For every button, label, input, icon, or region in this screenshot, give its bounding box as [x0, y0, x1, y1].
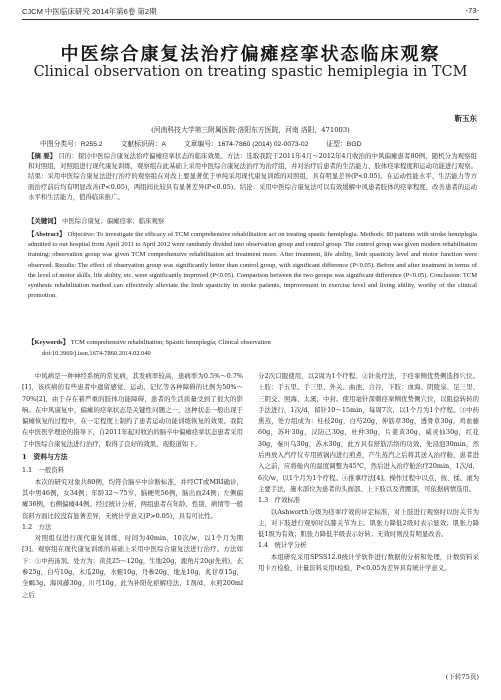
subsection-heading-method: 1.2 方法: [22, 522, 52, 531]
author: 靳玉东: [454, 114, 477, 123]
section-heading-materials-methods: 1 资料与方法: [22, 453, 68, 462]
subsection-heading-general: 1.1 一般资料: [22, 466, 65, 475]
article-number: 文章编号：1674-7860 (2014) 02-0073-02: [183, 141, 309, 148]
title-english: Clinical observation on treating spastic hemiplegia in TCM: [33, 64, 468, 80]
journal-info: CJCM 中医临床研究 2014年第6卷 第2期: [22, 7, 157, 16]
abstract-en-text: Objective: To investigate the efficacy of TCM comprehensive rehabilitation act on treating spastic hemiplegia. Methods: 80 patients with stroke hemiplegia admitted to our hospital from April 2011 to April 2012 were randomly divided into observation group and control group. The control group was given modern rehabilitation training; observation group was given TCM comprehensive rehabilitation act treatment more. After treatment, life ability, limb spasticity level and motor function were observed. Results: The effect of observation group was significantly better than control group, with significant difference (P<0.05). Before and after treatment in terms of the level of motor skills, life ability, etc. were significantly improved (P<0.05). Comparison between the two groups was significant difference (P<0.05). Conclusion: TCM synthesis rehabilitation method can effectively alleviate the limb spasticity in stroke patients, improvement in exercise level and living ability, worthy of the clinical promotion.: [28, 231, 477, 300]
abstract-en-label: 【Abstract】: [28, 231, 66, 238]
efficacy-paragraph: 以Ashworth分级为痉挛疗效的评定标准，对上肢进行观察时以肘关节为主，对下肢进行观察时以膝关节为主。肌张力降低2级时表示显效；肌张力降低1级为有效；肌张力降低半级表示好转；无效时则没有明显改善。: [258, 507, 479, 539]
body-column-left: [22, 371, 243, 601]
affiliation: (河南科技大学第三附属医院·洛阳东方医院，河南 洛阳，471003): [151, 126, 350, 134]
doc-code: 文献标识码：A: [120, 141, 166, 148]
intro-paragraph: 中风病是一种神经系统的常见病，其发病率较高，患病率为0.5%～0.7%[1]，该疾病的有些患者中遗留感觉、运动、记忆等各种障碍的比例为50%～70%[2]，由于存在着严重的肢体功能障碍，患者的生活质量受到了很大的影响。在中风康复中，偏瘫的痉挛状态是关键性问题之一，这种状态一般出现于偏瘫恢复的过程中，在一定程度上制约了患者运动功能训练恢复的效果。我院在中医医学理论的指导下，自2011年起对收治的脑卒中偏瘫痉挛状态患者采用了中医综合康复法进行治疗，取得了良好的效果。现报道如下。: [22, 372, 243, 448]
keywords-cn-text: 中医综合康复；偏瘫痉挛；临床观察: [62, 217, 165, 225]
method-continued-paragraph: 分2次口服使用，以2周为1个疗程。②针灸疗法，于痉挛侧优势侧选择穴位。上肢：手五里、手三里、外关、曲池、合谷，下肢：血海、阴陵泉、足三里、三阴交、照海、太溪、中封。使用毫针深刺痉挛侧优势侧穴位，以阻捻转转的手法进行，1次/d，留针10～15min，每周7次，以1个月为1个疗程。③中药熏蒸，处方组成为：桂枝20g，白芍20g，伸筋草30g，透骨草30g，鸡血藤60g，苏叶30g，汉防己30g，杜仲30g，片姜黄30g，威灵仙30g，红花30g，秦川乌30g，苏木30g，此方具有舒筋活络的功效，先浸泡30min，然后再放入汽疗仪专用煎锅内进行煎煮，产生蒸汽之后将其送入治疗舱，患者进入之前，应将舱内的温度调整为45℃，然后进入治疗舱治疗20min，1次/d，6次/w，以1个月为1个疗程。④推拿疗法[4]。操作过程中以点、按、揉、滚为主要手法，施术部位为患者的头面部、上下肢以及背腰部，可依据病情选用。: [258, 372, 479, 493]
abstract-english: [28, 230, 477, 301]
abstract-cn-label: 【摘 要】: [28, 152, 57, 160]
header-rule: [22, 19, 479, 20]
keywords-cn-label: 【关键词】: [28, 217, 60, 225]
clc-number: 中图分类号：R255.2: [40, 141, 103, 148]
keywords-en-text: TCM comprehensive rehabilitation; Spastic hemiplegia; Clinical observation: [70, 339, 271, 346]
subsection-heading-efficacy: 1.3 疗效标准: [258, 496, 301, 505]
keywords-english: [28, 338, 477, 348]
continued-note: (下转75页): [445, 673, 479, 681]
keywords-en-label: 【Keywords】: [28, 339, 70, 346]
title-chinese: 中医综合康复法治疗偏瘫痉挛状态临床观察: [60, 44, 441, 65]
article-meta: [40, 138, 479, 148]
cert-code: 证型：BGD: [326, 141, 362, 148]
doi: doi:10.3969/j.issn.1674-7860.2014.02.040: [42, 350, 151, 357]
subsection-heading-statistics: 1.4 统计学分析: [258, 541, 307, 550]
general-data-paragraph: 本次的研究对象共80例，均符合脑卒中诊断标准，并经CT或MRI确诊，其中男46例，女34例；年龄32～75岁，脑梗死56例，脑出血24例；左侧偏瘫36例，右侧偏瘫44例。经过统计分析，两组患者在年龄、性别、病情等一般资料方面比较没有显著差异，无统计学意义(P>0.05)，具有可比性。: [22, 477, 243, 520]
statistics-paragraph: 本组研究采用SPSS12.0统计学软件进行数据的分析和处理，计数资料采用卡方检验，计量资料采用t检验，P<0.05为差异具有统计学意义。: [258, 552, 479, 573]
abstract-chinese: [28, 151, 477, 202]
body-column-right: [258, 371, 479, 574]
running-header: [22, 6, 479, 20]
abstract-cn-text: 目的：探讨中医综合康复法治疗偏瘫痉挛状态的临床效果。方法：选取我院于2011年4月～2012年4月收治的中风偏瘫患者80例，随机分为观察组和对照组，对照组进行现代康复训练，观察组在此基础上采用中医综合康复法治疗为治疗组，并对治疗后患者的生活能力、肢体痉挛程度和运动功能进行观察。结果：采用中医综合康复法进行治疗的观察组在对改上要显著优于单纯采用现代康复训练的对照组，具有明显差异(P<0.05)。在运动性能水平、生活能力等方面治疗前后均有明显改善(P<0.05)，两组间比较具有显著差异(P<0.05)。结论：采用中医综合康复法可以有效缓解中风患者肢体的痉挛程度，改善患者的运动水平和生活能力，值得临床推广。: [28, 152, 477, 201]
method-paragraph: 对照组仅进行现代康复训练，时间为40min，10次/w，以1个月为期[3]。观察组在现代康复训练的基础上采用中医综合康复法进行治疗。方法如下：①中药汤剂。处方为：黄芪25～120g，生地20g，鹿角片20g(先煎)，玄参25g，白芍10g，木瓜20g，水蛭10g，丹参20g，地龙10g，炙甘草15g，全蝎3g，海风藤30g，川芎10g，此为补阳化瘀解痉法，1剂/d，水煎200ml之后: [22, 534, 243, 599]
keywords-chinese: [28, 216, 477, 226]
page-number: -73-: [465, 6, 479, 15]
